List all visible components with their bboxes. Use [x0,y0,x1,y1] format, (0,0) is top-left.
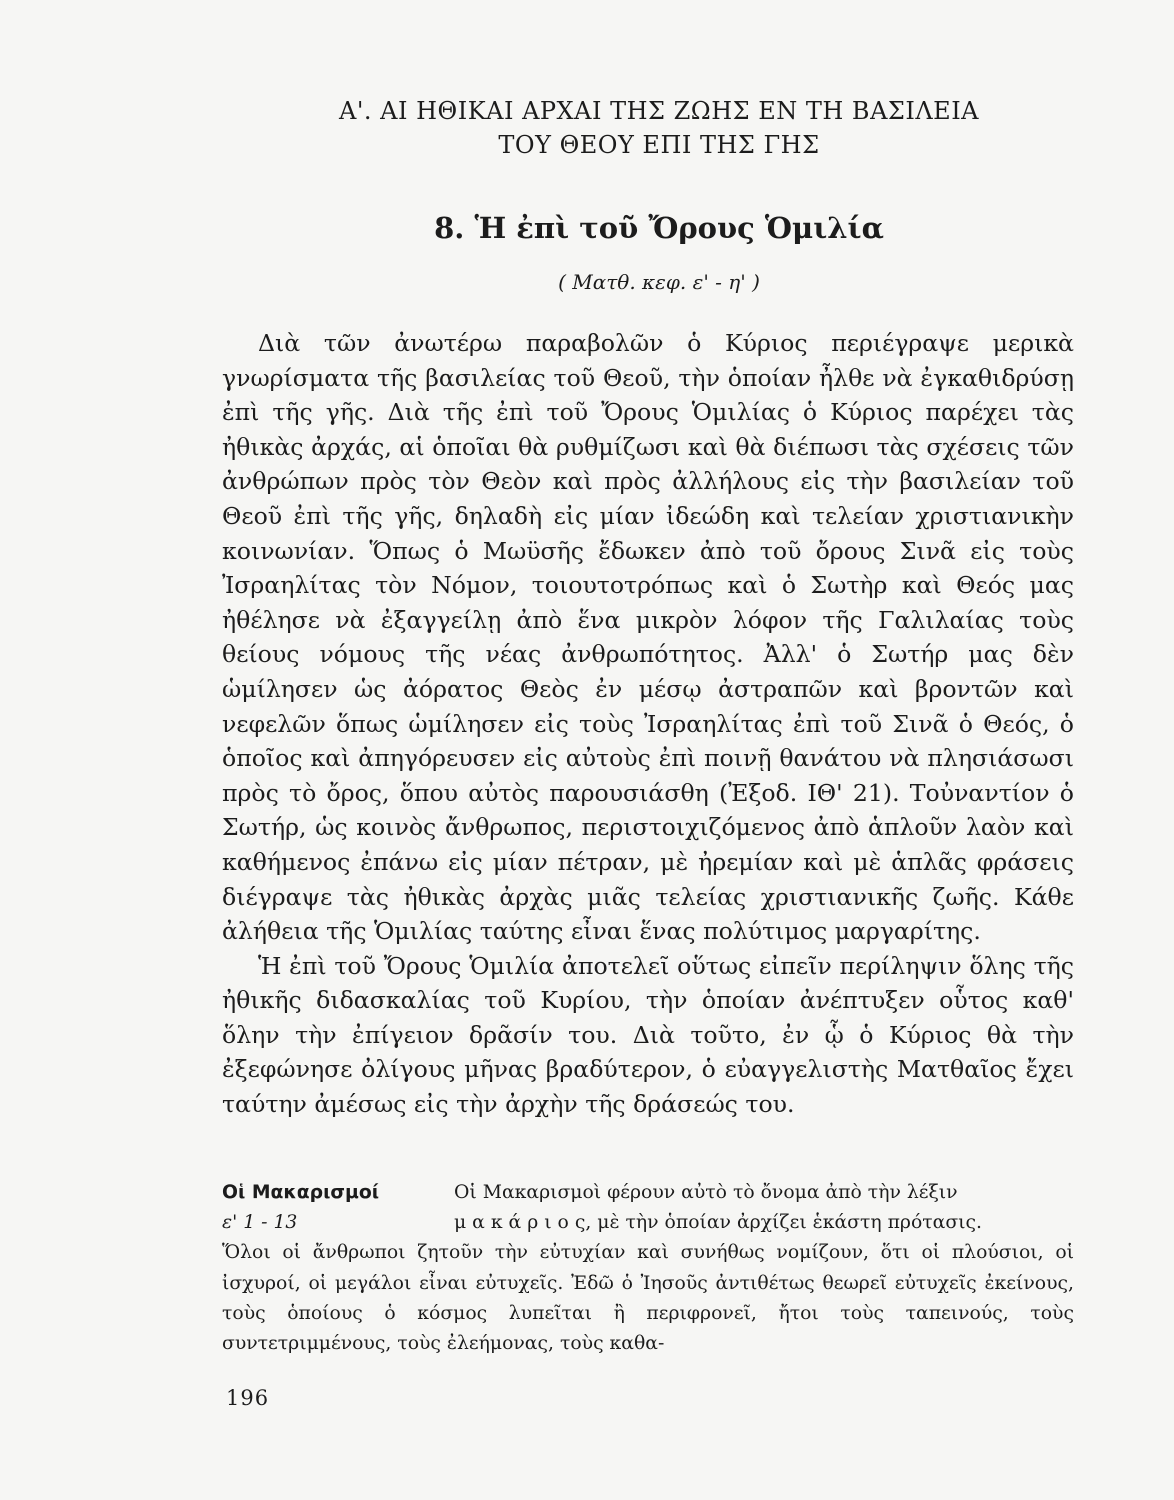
page-number: 196 [226,1386,270,1410]
scripture-reference: ( Ματθ. κεφ. ε' - η' ) [558,270,760,294]
beatitudes-line-2: μ α κ ά ρ ι ο ς, μὲ τὴν ὁποίαν ἀρχίζει ἑκάστη πρότασις. [454,1212,983,1234]
chapter-title [224,94,1094,162]
beatitudes-line-1: Οἱ Μακαρισμοὶ φέρουν αὐτὸ τὸ ὄνομα ἀπὸ τὴν λέξιν [454,1182,958,1203]
beatitudes-section [222,1178,1074,1359]
margin-reference: ε' 1 - 13 [222,1212,298,1234]
chapter-title-line-2: ΤΟΥ ΘΕΟΥ ΕΠΙ ΤΗΣ ΓΗΣ [498,131,820,159]
chapter-title-line-1: Α'. ΑΙ ΗΘΙΚΑΙ ΑΡΧΑΙ ΤΗΣ ΖΩΗΣ ΕΝ ΤΗ ΒΑΣΙΛΕΙΑ [338,97,980,125]
paragraph-1: Διὰ τῶν ἀνωτέρω παραβολῶν ὁ Κύριος περιέγραψε μερικὰ γνωρίσματα τῆς βασιλείας τοῦ Θεοῦ, τὴν ὁποίαν ἦλθε νὰ ἐγκαθιδρύσῃ ἐπὶ τῆς γῆς. Διὰ τῆς ἐπὶ τοῦ Ὄρους Ὁμιλίας ὁ Κύριος παρέχει τὰς ἠθικὰς ἀρχάς, αἱ ὁποῖαι θὰ ρυθμίζωσι καὶ θὰ διέπωσι τὰς σχέσεις τῶν ἀνθρώπων πρὸς τὸν Θεὸν καὶ πρὸς ἀλλήλους εἰς τὴν βασιλείαν τοῦ Θεοῦ ἐπὶ τῆς γῆς, δηλαδὴ εἰς μίαν ἰδεώδη καὶ τελείαν χριστιανικὴν κοινωνίαν. Ὅπως ὁ Μωϋσῆς ἔδωκεν ἀπὸ τοῦ ὄρους Σινᾶ εἰς τοὺς Ἰσραηλίτας τὸν Νόμον, τοιουτοτρόπως καὶ ὁ Σωτὴρ καὶ Θεός μας ἠθέλησε νὰ ἐξαγγείλῃ ἀπὸ ἕνα μικρὸν λόφον τῆς Γαλιλαίας τοὺς θείους νόμους τῆς νέας ἀνθρωπότητος. Ἀλλ' ὁ Σωτήρ μας δὲν ὡμίλησεν ὡς ἀόρατος Θεὸς ἐν μέσῳ ἀστραπῶν καὶ βροντῶν καὶ νεφελῶν ὅπως ὡμίλησεν εἰς τοὺς Ἰσραηλίτας ἐπὶ τοῦ Σινᾶ ὁ Θεός, ὁ ὁποῖος καὶ ἀπηγόρευσεν εἰς αὐτοὺς ἐπὶ ποινῇ θανάτου νὰ πλησιάσωσι πρὸς τὸ ὄρος, ὅπου αὐτὸς παρουσιάσθη (Ἐξοδ. ΙΘ' 21). Τοὐναντίον ὁ Σωτήρ, ὡς κοινὸς ἄνθρωπος, περιστοιχιζόμενος ἀπὸ ἁπλοῦν λαὸν καὶ καθήμενος ἐπάνω εἰς μίαν πέτραν, μὲ ἠρεμίαν καὶ μὲ ἁπλᾶς φράσεις διέγραψε τὰς ἠθικὰς ἀρχὰς μιᾶς τελείας χριστιανικῆς ζωῆς. Κάθε ἀλήθεια τῆς Ὁμιλίας ταύτης εἶναι ἕνας πολύτιμος μαργαρίτης. [222,329,1074,946]
margin-title: Οἱ Μακαρισμοί [222,1182,380,1203]
main-text [222,326,1074,1122]
paragraph-2: Ἡ ἐπὶ τοῦ Ὄρους Ὁμιλία ἀποτελεῖ οὕτως εἰπεῖν περίληψιν ὅλης τῆς ἠθικῆς διδασκαλίας τοῦ Κυρίου, τὴν ὁποίαν ἀνέπτυξεν οὗτος καθ' ὅλην τὴν ἐπίγειον δρᾶσίν του. Διὰ τοῦτο, ἐν ᾧ ὁ Κύριος θὰ τὴν ἐξεφώνησε ὀλίγους μῆνας βραδύτερον, ὁ εὐαγγελιστὴς Ματθαῖος ἔχει ταύτην ἀμέσως εἰς τὴν ἀρχὴν τῆς δράσεώς του. [222,951,1074,1119]
section-number: 8. [434,211,465,245]
beatitudes-continuation: Ὅλοι οἱ ἄνθρωποι ζητοῦν τὴν εὐτυχίαν καὶ συνήθως νομίζουν, ὅτι οἱ πλούσιοι, οἱ ἰσχυροί, οἱ μεγάλοι εἶναι εὐτυχεῖς. Ἐδῶ ὁ Ἰησοῦς ἀντιθέτως θεωρεῖ εὐτυχεῖς ἐκείνους, τοὺς ὁποίους ὁ κόσμος λυπεῖται ἢ περιφρονεῖ, ἤτοι τοὺς ταπεινούς, τοὺς συντετριμμένους, τοὺς ἐλεήμονας, τοὺς καθα- [222,1242,1074,1355]
section-title: Ἡ ἐπὶ τοῦ Ὄρους Ὁμιλία [474,211,884,245]
section-heading [224,210,1094,246]
